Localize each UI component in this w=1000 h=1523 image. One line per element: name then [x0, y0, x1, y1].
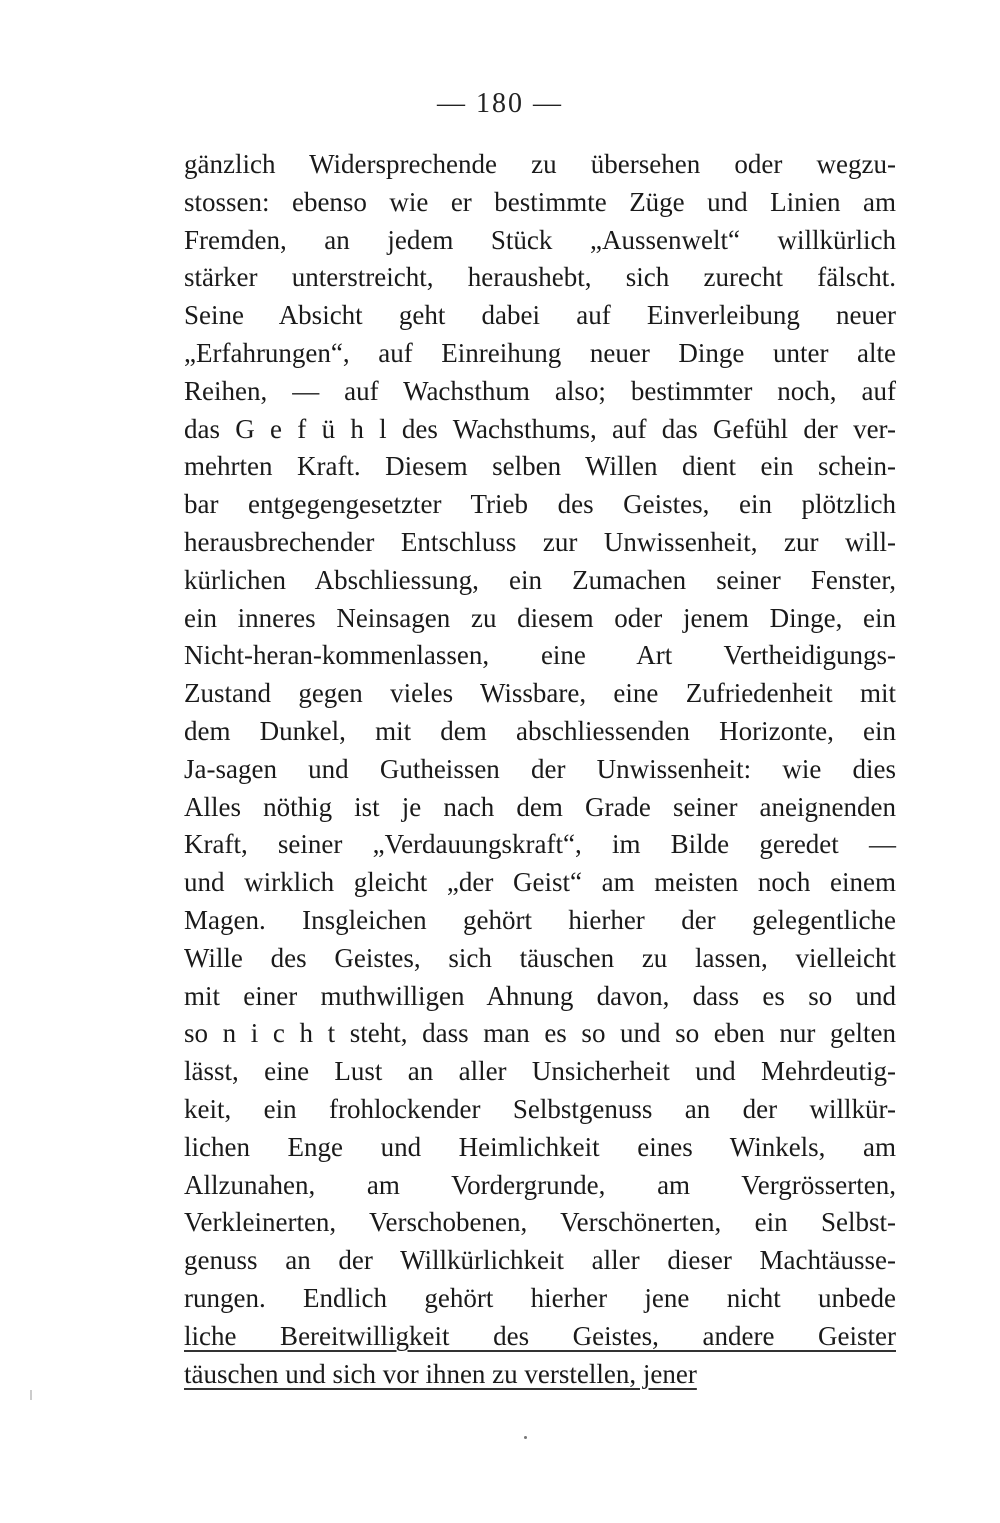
text-line: Reihen, — auf Wachsthum also; bestimmter noch, auf [184, 375, 896, 406]
text-line: rungen. Endlich gehört hierher jene nicht unbede [184, 1282, 896, 1313]
text-line: lässt, eine Lust an aller Unsicherheit und Mehrdeutig- [184, 1056, 896, 1087]
text-line: „Erfahrungen“, auf Einreihung neuer Dinge unter alte [184, 337, 896, 368]
text-line: stärker unterstreicht, heraushebt, sich zurecht fälscht. [184, 262, 896, 293]
underlined-text-line: liche Bereitwilligkeit des Geistes, andere Geister [184, 1320, 896, 1351]
underlined-text-line: täuschen und sich vor ihnen zu verstellen, jener [184, 1358, 697, 1389]
ink-speck [524, 1436, 527, 1439]
text-line: mehrten Kraft. Diesem selben Willen dient ein schein- [184, 451, 896, 482]
text-line: dem Dunkel, mit dem abschliessenden Horizonte, ein [184, 715, 896, 746]
text-line: herausbrechender Entschluss zur Unwissenheit, zur will- [184, 526, 896, 557]
text-line: gänzlich Widersprechende zu übersehen oder wegzu- [184, 149, 896, 179]
text-line: Magen. Insgleichen gehört hierher der gelegentliche [184, 904, 896, 935]
text-line: genuss an der Willkürlichkeit aller dieser Machtäusse- [184, 1245, 896, 1276]
text-line: Fremden, an jedem Stück „Aussenwelt“ willkürlich [184, 224, 896, 255]
text-line: Verkleinerten, Verschobenen, Verschönerten, ein Selbst- [184, 1207, 896, 1238]
text-line: stossen: ebenso wie er bestimmte Züge und Linien am [184, 186, 896, 217]
text-line: Nicht-heran-kommenlassen, eine Art Vertheidigungs- [184, 640, 896, 671]
text-line: das G e f ü h l des Wachsthums, auf das Gefühl der ver- [184, 413, 896, 444]
text-line: so n i c h t steht, dass man es so und so eben nur gelten [184, 1018, 896, 1049]
text-line: Kraft, seiner „Verdauungskraft“, im Bilde geredet — [184, 829, 896, 860]
page-number: — 180 — [437, 88, 563, 119]
text-line: keit, ein frohlockender Selbstgenuss an der willkür- [184, 1093, 896, 1124]
text-line: lichen Enge und Heimlichkeit eines Winkels, am [184, 1131, 896, 1162]
margin-mark [30, 1390, 32, 1400]
text-line: Zustand gegen vieles Wissbare, eine Zufriedenheit mit [184, 678, 896, 709]
text-line: Allzunahen, am Vordergrunde, am Vergrösserten, [184, 1169, 896, 1200]
text-line: Alles nöthig ist je nach dem Grade seiner aneignenden [184, 791, 896, 822]
text-line: Wille des Geistes, sich täuschen zu lassen, vielleicht [184, 942, 896, 973]
text-line: Seine Absicht geht dabei auf Einverleibung neuer [184, 300, 896, 331]
body-text [184, 146, 896, 1393]
text-line: mit einer muthwilligen Ahnung davon, dass es so und [184, 980, 896, 1011]
text-line: kürlichen Abschliessung, ein Zumachen seiner Fenster, [184, 564, 896, 595]
text-line: Ja-sagen und Gutheissen der Unwissenheit: wie dies [184, 753, 896, 784]
text-line: und wirklich gleicht „der Geist“ am meisten noch einem [184, 867, 896, 898]
text-line: bar entgegengesetzter Trieb des Geistes, ein plötzlich [184, 489, 896, 520]
text-line: ein inneres Neinsagen zu diesem oder jenem Dinge, ein [184, 602, 896, 633]
